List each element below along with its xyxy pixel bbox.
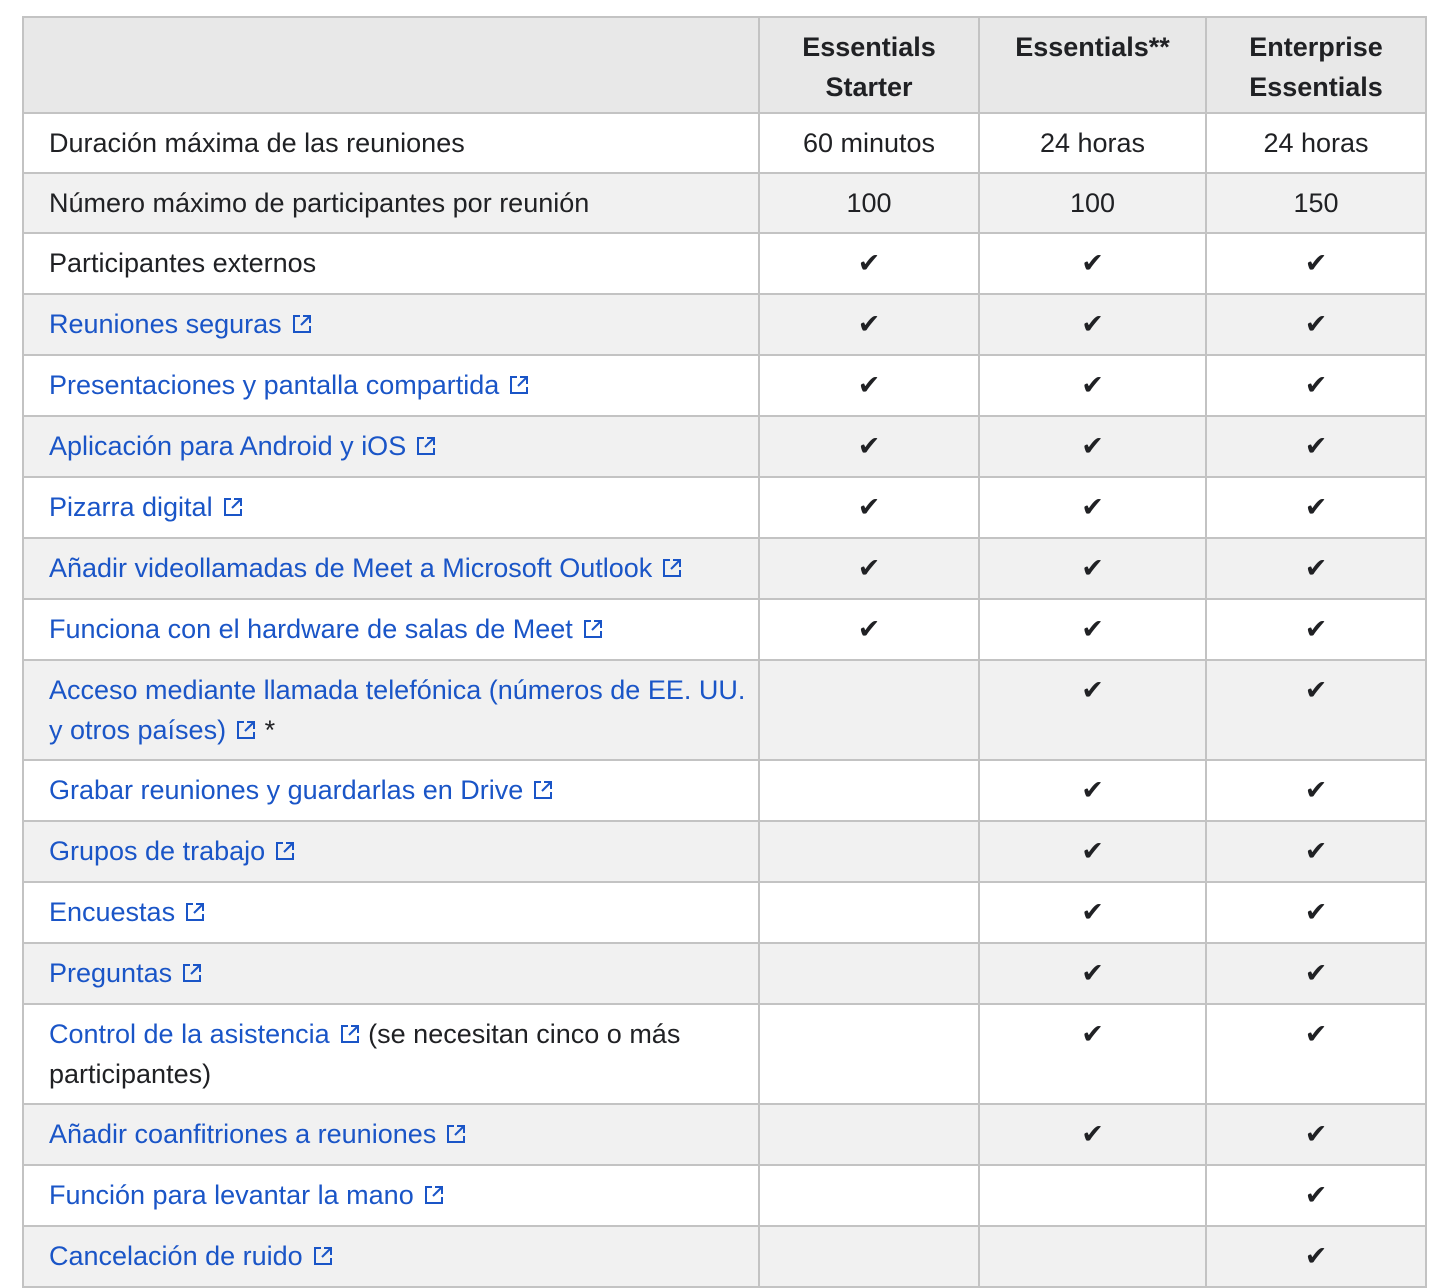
check-cell <box>759 355 979 416</box>
table-row <box>23 599 1426 660</box>
value-cell <box>759 173 979 233</box>
check-icon: ✔ <box>1304 958 1328 989</box>
check-icon: ✔ <box>1304 836 1328 867</box>
feature-link[interactable] <box>49 1241 334 1271</box>
value-text: 150 <box>1293 188 1339 218</box>
feature-cell <box>23 477 759 538</box>
table-row <box>23 538 1426 599</box>
feature-cell <box>23 1226 759 1287</box>
value-text: 100 <box>1069 188 1116 218</box>
check-icon: ✔ <box>1081 675 1104 706</box>
feature-label: Funciona con el hardware de salas de Meet <box>49 614 573 644</box>
feature-label: Acceso mediante llamada telefónica (números de EE. UU. y otros países) <box>49 675 746 745</box>
table-row <box>23 943 1426 1004</box>
table-row <box>23 882 1426 943</box>
check-cell <box>979 538 1206 599</box>
feature-cell <box>23 113 759 173</box>
empty-cell <box>759 1004 979 1104</box>
feature-link[interactable] <box>49 1119 467 1149</box>
check-icon: ✔ <box>1304 1119 1328 1150</box>
feature-label: Participantes externos <box>49 248 317 278</box>
feature-cell <box>23 416 759 477</box>
feature-link[interactable] <box>49 370 530 400</box>
header-essentials: Essentials** <box>979 17 1206 113</box>
feature-note: * <box>264 715 276 745</box>
check-cell <box>1206 760 1426 821</box>
feature-link[interactable] <box>49 958 203 988</box>
check-cell <box>1206 1104 1426 1165</box>
external-link-icon <box>532 779 554 801</box>
feature-link[interactable] <box>49 897 206 927</box>
check-cell <box>759 416 979 477</box>
value-text: 100 <box>846 188 892 218</box>
empty-cell <box>759 660 979 760</box>
check-icon: ✔ <box>1304 248 1328 279</box>
feature-cell <box>23 538 759 599</box>
feature-link[interactable] <box>49 309 313 339</box>
check-icon: ✔ <box>857 553 881 584</box>
empty-cell <box>759 1226 979 1287</box>
external-link-icon <box>339 1023 361 1045</box>
check-cell <box>979 599 1206 660</box>
empty-cell <box>979 1165 1206 1226</box>
table-row <box>23 233 1426 294</box>
check-icon: ✔ <box>1304 1180 1328 1211</box>
check-icon: ✔ <box>1081 1119 1104 1150</box>
external-link-icon <box>661 557 683 579</box>
feature-label: Pizarra digital <box>49 492 213 522</box>
check-cell <box>979 943 1206 1004</box>
header-enterprise-essentials: Enterprise Essentials <box>1206 17 1426 113</box>
check-cell <box>1206 882 1426 943</box>
feature-link[interactable] <box>49 775 554 805</box>
value-cell <box>979 113 1206 173</box>
header-feature <box>23 17 759 113</box>
feature-cell <box>23 1165 759 1226</box>
feature-cell <box>23 233 759 294</box>
check-cell <box>979 660 1206 760</box>
feature-link[interactable] <box>49 553 683 583</box>
check-cell <box>1206 416 1426 477</box>
check-icon: ✔ <box>1304 775 1328 806</box>
check-cell <box>759 477 979 538</box>
check-cell <box>979 416 1206 477</box>
feature-note: (se necesitan cinco o más participantes) <box>49 1019 681 1089</box>
table-row <box>23 477 1426 538</box>
check-icon: ✔ <box>857 614 881 645</box>
check-cell <box>979 1004 1206 1104</box>
check-cell <box>1206 1226 1426 1287</box>
feature-label: Grupos de trabajo <box>49 836 266 866</box>
check-icon: ✔ <box>857 248 881 279</box>
feature-link[interactable] <box>49 614 604 644</box>
table-row <box>23 821 1426 882</box>
check-icon: ✔ <box>1304 431 1328 462</box>
table-row <box>23 1004 1426 1104</box>
feature-label: Número máximo de participantes por reunión <box>49 188 590 218</box>
table-row <box>23 294 1426 355</box>
feature-label: Añadir videollamadas de Meet a Microsoft Outlook <box>49 553 653 583</box>
check-icon: ✔ <box>857 431 881 462</box>
value-cell <box>1206 173 1426 233</box>
empty-cell <box>759 760 979 821</box>
table-row <box>23 660 1426 760</box>
check-icon: ✔ <box>1081 492 1104 523</box>
value-text: 24 horas <box>1263 128 1369 158</box>
check-cell <box>1206 821 1426 882</box>
check-cell <box>979 294 1206 355</box>
external-link-icon <box>423 1184 445 1206</box>
external-link-icon <box>235 719 257 741</box>
check-cell <box>1206 599 1426 660</box>
check-cell <box>979 882 1206 943</box>
feature-cell <box>23 760 759 821</box>
check-cell <box>979 477 1206 538</box>
feature-link[interactable] <box>49 675 745 745</box>
check-icon: ✔ <box>857 309 881 340</box>
feature-link[interactable] <box>49 836 296 866</box>
empty-cell <box>759 943 979 1004</box>
check-cell <box>979 821 1206 882</box>
value-cell <box>759 113 979 173</box>
table-row <box>23 113 1426 173</box>
check-cell <box>1206 1004 1426 1104</box>
feature-label: Grabar reuniones y guardarlas en Drive <box>49 775 524 805</box>
check-cell <box>1206 355 1426 416</box>
value-cell <box>979 173 1206 233</box>
check-icon: ✔ <box>1081 431 1104 462</box>
feature-cell <box>23 294 759 355</box>
check-icon: ✔ <box>857 492 881 523</box>
check-icon: ✔ <box>1081 553 1104 584</box>
feature-cell <box>23 1004 759 1104</box>
check-icon: ✔ <box>1304 309 1328 340</box>
table-row <box>23 416 1426 477</box>
feature-cell <box>23 599 759 660</box>
feature-label: Cancelación de ruido <box>49 1241 303 1271</box>
external-link-icon <box>222 496 244 518</box>
feature-cell <box>23 355 759 416</box>
check-icon: ✔ <box>1304 897 1328 928</box>
check-icon: ✔ <box>1081 775 1104 806</box>
empty-cell <box>979 1226 1206 1287</box>
external-link-icon <box>291 313 313 335</box>
empty-cell <box>759 1104 979 1165</box>
check-cell <box>759 233 979 294</box>
feature-cell <box>23 943 759 1004</box>
check-icon: ✔ <box>1304 614 1328 645</box>
feature-cell <box>23 882 759 943</box>
check-icon: ✔ <box>1304 553 1328 584</box>
external-link-icon <box>582 618 604 640</box>
external-link-icon <box>274 840 296 862</box>
check-cell <box>979 760 1206 821</box>
check-cell <box>1206 233 1426 294</box>
check-icon: ✔ <box>1081 614 1104 645</box>
external-link-icon <box>312 1245 334 1267</box>
feature-label: Control de la asistencia <box>49 1019 330 1049</box>
check-cell <box>979 1104 1206 1165</box>
check-cell <box>759 538 979 599</box>
table-row <box>23 1226 1426 1287</box>
check-icon: ✔ <box>1304 1241 1328 1272</box>
check-icon: ✔ <box>1081 958 1104 989</box>
feature-link[interactable] <box>49 431 437 461</box>
check-icon: ✔ <box>1081 309 1104 340</box>
check-cell <box>1206 538 1426 599</box>
feature-cell <box>23 660 759 760</box>
feature-link[interactable] <box>49 1180 445 1210</box>
check-cell <box>1206 660 1426 760</box>
check-icon: ✔ <box>1081 370 1104 401</box>
feature-label: Preguntas <box>49 958 173 988</box>
table-row <box>23 173 1426 233</box>
feature-label: Presentaciones y pantalla compartida <box>49 370 500 400</box>
check-icon: ✔ <box>857 370 881 401</box>
external-link-icon <box>415 435 437 457</box>
table-row <box>23 1165 1426 1226</box>
check-icon: ✔ <box>1304 370 1328 401</box>
check-cell <box>979 233 1206 294</box>
value-text: 24 horas <box>1039 128 1146 158</box>
feature-label: Añadir coanfitriones a reuniones <box>49 1119 437 1149</box>
check-cell <box>1206 943 1426 1004</box>
check-cell <box>1206 1165 1426 1226</box>
check-icon: ✔ <box>1081 897 1104 928</box>
check-icon: ✔ <box>1304 492 1328 523</box>
empty-cell <box>759 821 979 882</box>
header-row <box>23 17 1426 113</box>
check-icon: ✔ <box>1081 1019 1104 1050</box>
external-link-icon <box>184 901 206 923</box>
feature-cell <box>23 1104 759 1165</box>
check-cell <box>979 355 1206 416</box>
table-row <box>23 355 1426 416</box>
plan-comparison-table <box>22 16 1427 1288</box>
empty-cell <box>759 882 979 943</box>
value-text: 60 minutos <box>802 128 936 158</box>
external-link-icon <box>181 962 203 984</box>
external-link-icon <box>508 374 530 396</box>
feature-label: Duración máxima de las reuniones <box>49 128 465 158</box>
feature-label: Aplicación para Android y iOS <box>49 431 407 461</box>
header-essentials-starter: Essentials Starter <box>759 17 979 113</box>
feature-cell <box>23 173 759 233</box>
check-icon: ✔ <box>1081 248 1104 279</box>
feature-label: Encuestas <box>49 897 176 927</box>
empty-cell <box>759 1165 979 1226</box>
feature-link[interactable] <box>49 1019 361 1049</box>
value-cell <box>1206 113 1426 173</box>
table-row <box>23 1104 1426 1165</box>
feature-label: Función para levantar la mano <box>49 1180 414 1210</box>
feature-cell <box>23 821 759 882</box>
feature-label: Reuniones seguras <box>49 309 282 339</box>
check-cell <box>1206 477 1426 538</box>
check-cell <box>1206 294 1426 355</box>
check-cell <box>759 294 979 355</box>
table-row <box>23 760 1426 821</box>
check-icon: ✔ <box>1304 675 1328 706</box>
check-icon: ✔ <box>1304 1019 1328 1050</box>
check-icon: ✔ <box>1081 836 1104 867</box>
external-link-icon <box>445 1123 467 1145</box>
check-cell <box>759 599 979 660</box>
feature-link[interactable] <box>49 492 244 522</box>
